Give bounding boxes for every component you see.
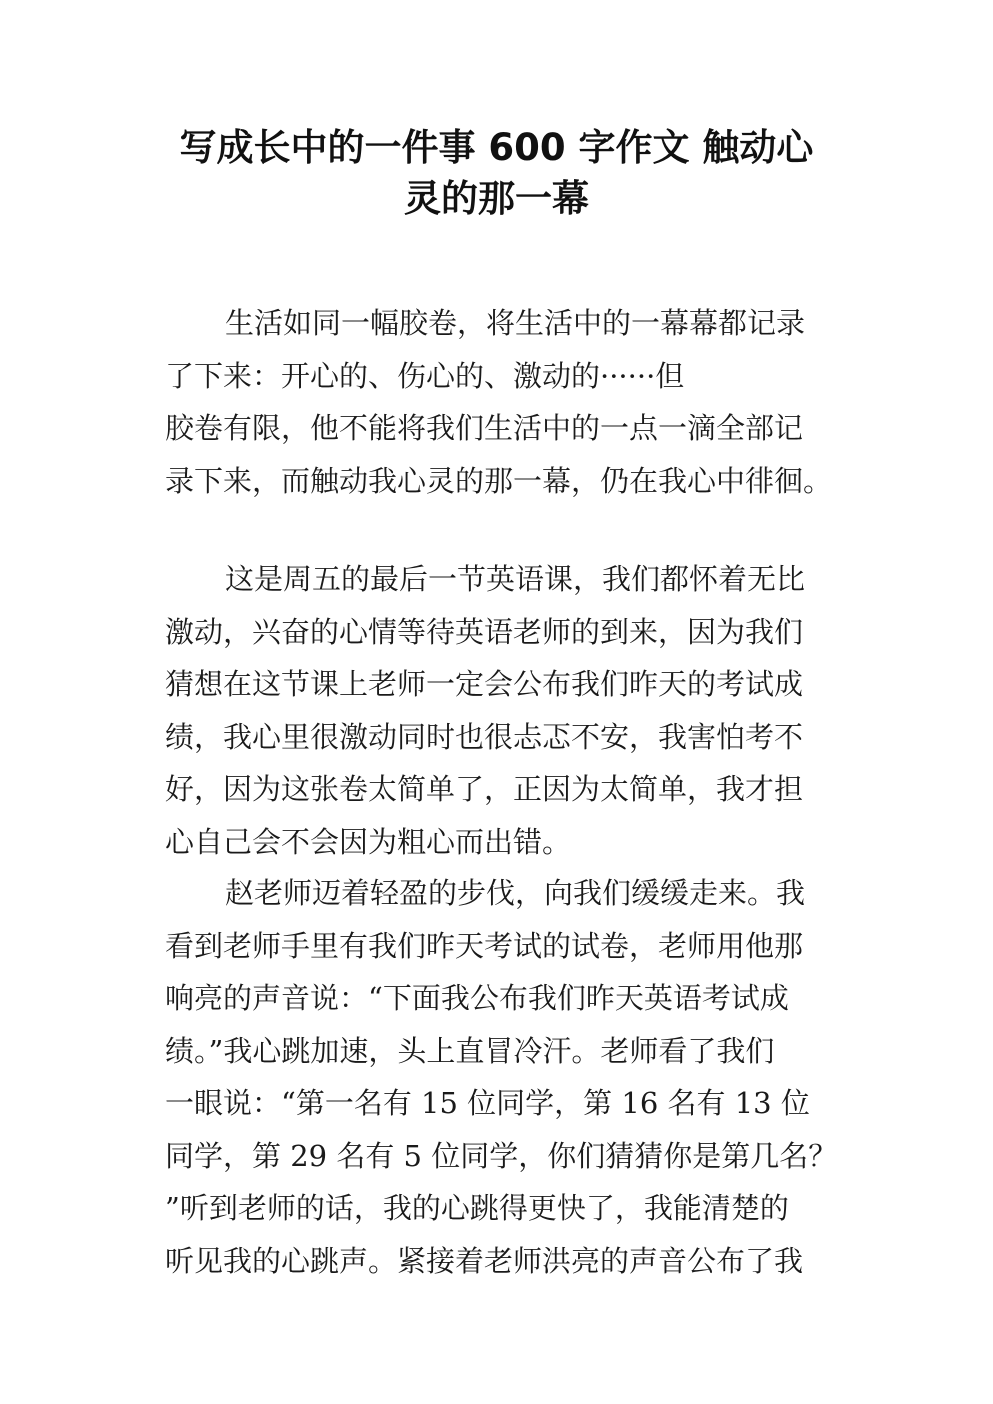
- paragraph-line: 听见我的心跳声。紧接着老师洪亮的声音公布了我: [165, 1243, 804, 1278]
- paragraph-line: 生活如同一幅胶卷，将生活中的一幕幕都记录: [225, 306, 806, 340]
- paragraph-line: 看到老师手里有我们昨天考试的试卷，老师用他那: [165, 928, 804, 963]
- paragraph-line: 绩，我心里很激动同时也很忐忑不安，我害怕考不: [165, 719, 804, 754]
- paragraph-line: 一眼说：“第一名有 15 位同学，第 16 名有 13 位: [165, 1086, 810, 1120]
- paragraph-line: 录下来，而触动我心灵的那一幕，仍在我心中徘徊。: [165, 463, 833, 498]
- paragraph-line: 同学，第 29 名有 5 位同学，你们猜猜你是第几名？: [165, 1138, 838, 1173]
- paragraph-line: 这是周五的最后一节英语课，我们都怀着无比: [225, 562, 806, 596]
- paragraph-line: ”听到老师的话，我的心跳得更快了，我能清楚的: [165, 1191, 789, 1225]
- title-line-2: 灵的那一幕: [404, 177, 589, 220]
- paragraph-2: [165, 553, 830, 868]
- paragraph-line: 好，因为这张卷太简单了，正因为太简单，我才担: [165, 772, 804, 806]
- paragraph-line: 赵老师迈着轻盈的步伐，向我们缓缓走来。我: [225, 876, 806, 910]
- paragraph-line: 猜想在这节课上老师一定会公布我们昨天的考试成: [165, 667, 804, 701]
- paragraph-3: [165, 867, 838, 1287]
- paragraph-1: [165, 297, 833, 507]
- paragraph-line: 绩。”我心跳加速，头上直冒冷汗。老师看了我们: [165, 1033, 775, 1068]
- paragraph-line: 激动，兴奋的心情等待英语老师的到来，因为我们: [165, 614, 804, 649]
- document-title: [150, 122, 843, 224]
- paragraph-line: 胶卷有限，他不能将我们生活中的一点一滴全部记: [165, 411, 804, 445]
- paragraph-line: 心自己会不会因为粗心而出错。: [165, 824, 572, 859]
- paragraph-line: 了下来：开心的、伤心的、激动的······但: [165, 358, 685, 393]
- title-line-1: 写成长中的一件事 600 字作文 触动心: [179, 126, 814, 169]
- paragraph-line: 响亮的声音说：“下面我公布我们昨天英语考试成: [165, 981, 789, 1015]
